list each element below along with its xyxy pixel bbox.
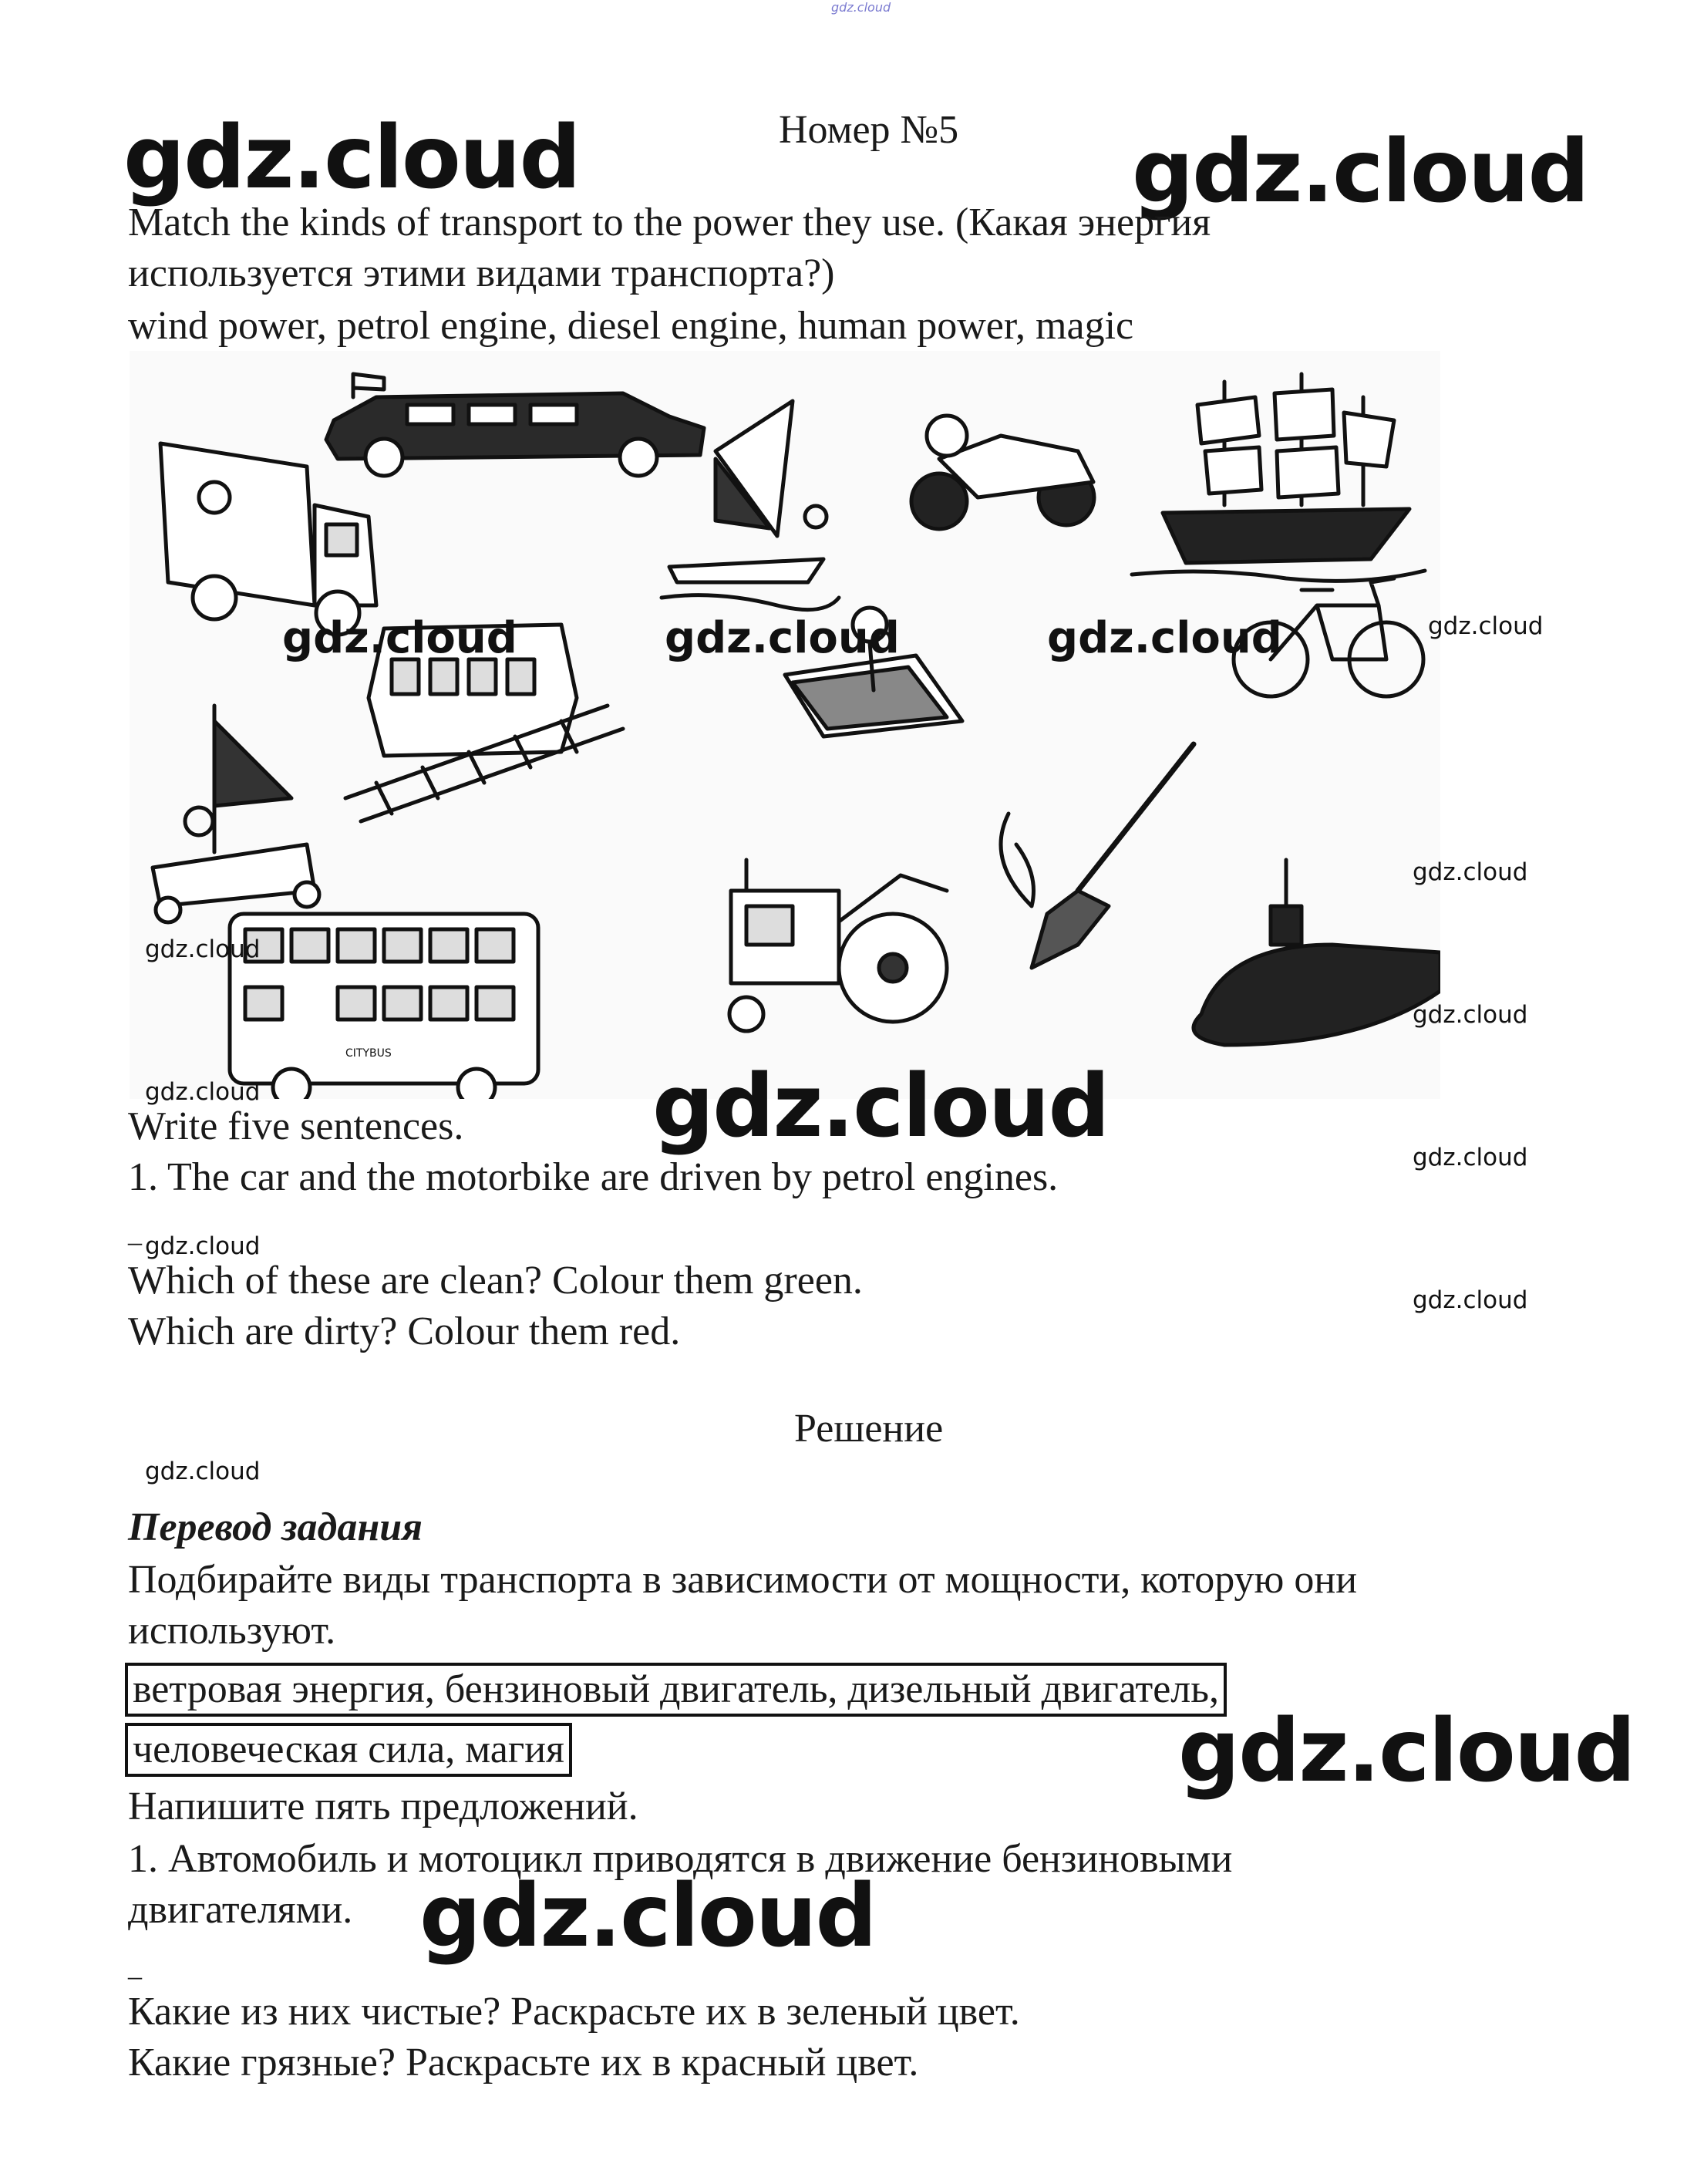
solution-clean: Какие из них чистые? Раскрасьте их в зеленый цвет. [128,1990,1020,2034]
translation-line-2: используют. [128,1609,336,1653]
watermark-small: gdz.cloud [145,1078,261,1106]
watermark-small: gdz.cloud [1413,1001,1528,1029]
solution-example-1: 1. Автомобиль и мотоцикл приводятся в движение бензиновыми [128,1837,1233,1881]
write-example: 1. The car and the motorbike are driven by petrol engines. [128,1155,1059,1199]
watermark-medium: gdz.cloud [282,613,517,663]
options-box-line-2: человеческая сила, магия [125,1723,572,1777]
watermark-large: gdz.cloud [123,108,580,208]
watermark-small: gdz.cloud [1413,1286,1528,1314]
watermark-large: gdz.cloud [1178,1701,1635,1801]
page-title: Номер №5 [779,108,959,152]
watermark-small: gdz.cloud [145,935,261,963]
translation-line-1: Подбирайте виды транспорта в зависимости от мощности, которую они [128,1558,1358,1602]
watermark-small: gdz.cloud [1413,1144,1528,1171]
transport-illustration [130,351,1440,1099]
solution-write: Напишите пять предложений. [128,1785,638,1828]
task-line-1: Match the kinds of transport to the power they use. (Какая энергия [128,201,1211,244]
watermark-top: gdz.cloud [831,0,891,15]
watermark-medium: gdz.cloud [665,613,900,663]
bus-sign: CITYBUS [345,1047,392,1060]
solution-blank: _ [128,1951,142,1982]
options-box-line-1: ветровая энергия, бензиновый двигатель, дизельный двигатель, [125,1663,1227,1717]
translation-title: Перевод задания [128,1505,423,1549]
solution-heading: Решение [794,1407,944,1451]
write-heading: Write five sentences. [128,1104,464,1148]
watermark-small: gdz.cloud [145,1232,261,1260]
watermark-small: gdz.cloud [145,1458,261,1485]
solution-example-2: двигателями. [128,1888,353,1932]
write-blank: _ [128,1217,142,1248]
task-options: wind power, petrol engine, diesel engine, human power, magic [128,304,1134,348]
watermark-small: gdz.cloud [1413,858,1528,886]
dirty-question: Which are dirty? Colour them red. [128,1309,681,1353]
watermark-large: gdz.cloud [1132,122,1588,222]
watermark-medium: gdz.cloud [1047,613,1282,663]
double-decker-bus-icon [230,914,538,1099]
task-line-2: используется этими видами транспорта?) [128,251,835,295]
watermark-small: gdz.cloud [1428,612,1544,640]
watermark-large: gdz.cloud [652,1057,1109,1157]
watermark-large: gdz.cloud [419,1866,876,1967]
clean-question: Which of these are clean? Colour them green. [128,1259,863,1303]
solution-dirty: Какие грязные? Раскрасьте их в красный цвет. [128,2041,919,2085]
